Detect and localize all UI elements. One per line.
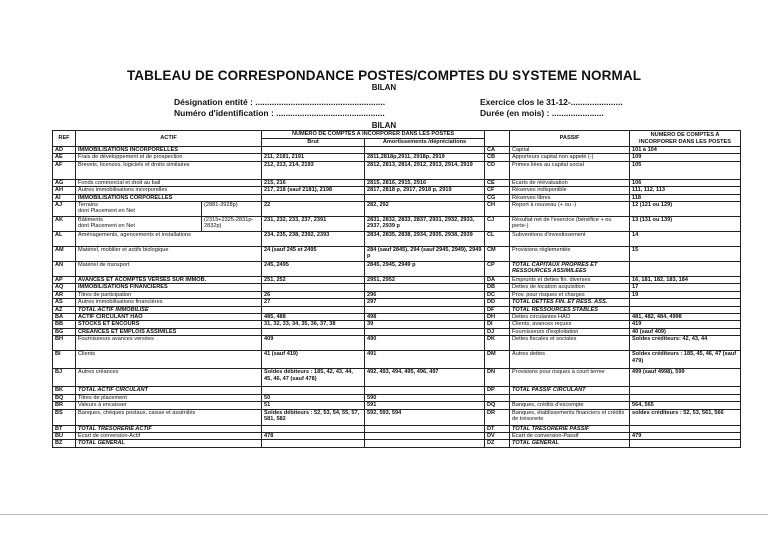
row-passif-ref: DH [485,314,510,321]
row-passif-numbers: 13 (131 ou 139) [630,217,741,232]
header-amort: Amortissements /dépréciations [365,139,485,147]
row-passif-label: Emprunts et dettes fin. diverses [510,277,630,284]
table-row [53,284,741,291]
row-actif-label: CREANCES ET EMPLOIS ASSIMILES [76,328,262,335]
row-passif-ref: DM [485,351,510,369]
row-passif-ref: CD [485,161,510,179]
row-amort: 2815, 2816, 2915, 2916 [365,179,485,186]
row-passif-label: TOTAL CAPITAUX PROPRES ET RESSOURCES ASSIMILEES [510,262,630,277]
row-actif-label: TOTAL GENERAL [76,440,262,447]
row-passif-label: Clients, avances reçues [510,321,630,328]
row-ref: BH [53,336,76,351]
row-passif-label: TOTAL RESSOURCES STABLES [510,306,630,313]
row-ref: AF [53,161,76,179]
row-passif-numbers [630,394,741,401]
row-passif-label: Prov. pour risques et charges [510,291,630,298]
row-passif-numbers: 101 à 104 [630,147,741,154]
row-actif-label: Autres immobilisations incorporelles [76,187,262,194]
row-amort: 296 [365,291,485,298]
row-passif-label: Provisions réglementée [510,247,630,262]
row-brut: 245, 2495 [262,262,365,277]
row-amort: 39 [365,321,485,328]
row-passif-ref: DF [485,306,510,313]
row-passif-numbers [630,425,741,432]
row-brut: 217, 218 (sauf 2181), 2198 [262,187,365,194]
row-passif-label: Dettes de location acquisition [510,284,630,291]
table-row [53,369,741,387]
row-amort [365,306,485,313]
row-passif-ref: DV [485,432,510,439]
row-actif-label: Brevets, licences, logiciels et droits similaires [76,161,262,179]
row-brut: Soldes débiteurs : 52, 53, 54, 55, 57, 581, 582 [262,409,365,425]
row-passif-ref: CH [485,202,510,217]
row-passif-numbers: 109 [630,154,741,161]
row-passif-label: Autres dettes [510,351,630,369]
row-ref: AJ [53,202,76,217]
table-row [53,217,741,232]
row-ref: BT [53,425,76,432]
table-row [53,291,741,298]
row-brut [262,194,365,201]
table-row [53,306,741,313]
row-passif-label: Résultat net de l'exercice (bénéfice + ou perte-) [510,217,630,232]
row-ref: AL [53,232,76,247]
row-passif-numbers [630,306,741,313]
row-brut: 41 (sauf 419) [262,351,365,369]
row-actif-sub: (2315+2325-2831p-2832p) [202,217,262,232]
page-bottom-divider [0,514,768,515]
row-ref: AZ [53,306,76,313]
row-amort: 498 [365,314,485,321]
row-amort [365,387,485,394]
row-actif-sub: (2881-3928p) [202,202,262,217]
row-passif-ref: CL [485,232,510,247]
document-subtitle: BILAN [371,83,397,92]
table-row [53,432,741,439]
row-passif-ref: CP [485,262,510,277]
row-brut: 211, 2181, 2191 [262,154,365,161]
row-passif-label: TOTAL PASSIF CIRCULANT [510,387,630,394]
row-brut: 26 [262,291,365,298]
row-amort [365,440,485,447]
row-amort: 297 [365,299,485,306]
row-passif-label: Report à nouveau (+ ou -) [510,202,630,217]
row-brut [262,284,365,291]
row-passif-ref: DK [485,336,510,351]
row-passif-label: Fournisseurs d'exploitation [510,328,630,335]
row-passif-numbers: 12 (121 ou 129) [630,202,741,217]
table-row [53,247,741,262]
row-passif-numbers [630,299,741,306]
row-passif-numbers: 17 [630,284,741,291]
row-brut: 234, 235, 238, 2392, 2393 [262,232,365,247]
row-passif-numbers: 419 [630,321,741,328]
row-brut: 251, 252 [262,277,365,284]
row-passif-ref: DR [485,409,510,425]
row-actif-label: Titres de placement [76,394,262,401]
row-passif-numbers: 479 [630,432,741,439]
row-brut [262,328,365,335]
row-passif-label: Dettes fiscales et sociales [510,336,630,351]
header-ref: REF [53,131,76,147]
row-amort: 2951, 2952 [365,277,485,284]
row-actif-label: Matériel, mobilier et actifs biologique [76,247,262,262]
table-row [53,314,741,321]
row-actif-label: Clients [76,351,262,369]
row-amort: 492, 493, 494, 495, 496, 497 [365,369,485,387]
row-ref: BJ [53,369,76,387]
table-row [53,154,741,161]
row-brut: 215, 216 [262,179,365,186]
row-passif-ref: CB [485,154,510,161]
table-row [53,277,741,284]
row-passif-label: Réserves indisponible [510,187,630,194]
row-actif-label: Autres immobilisations financières [76,299,262,306]
row-ref: AP [53,277,76,284]
row-actif-label: ACTIF CIRCULANT HAO [76,314,262,321]
row-ref: BZ [53,440,76,447]
row-actif-label: AVANCES ET ACOMPTES VERSES SUR IMMOB. [76,277,262,284]
row-ref: AM [53,247,76,262]
row-passif-label: Subventions d'investissement [510,232,630,247]
row-passif-numbers [630,387,741,394]
row-brut: 31, 32, 33, 34, 35, 36, 37, 38 [262,321,365,328]
table-row [53,232,741,247]
table-row [53,187,741,194]
row-passif-numbers: 106 [630,179,741,186]
row-passif-numbers: 15 [630,247,741,262]
row-actif-label: TOTAL ACTIF IMMOBILISE [76,306,262,313]
row-amort: 591 [365,402,485,409]
row-passif-numbers: 564, 565 [630,402,741,409]
row-passif-label: TOTAL TRESORERIE PASSIF [510,425,630,432]
row-actif-label: Fonds commercial et droit au bail [76,179,262,186]
row-passif-numbers: 499 (sauf 4998), 599 [630,369,741,387]
row-passif-ref: CE [485,179,510,186]
row-passif-ref: DC [485,291,510,298]
row-ref: BS [53,409,76,425]
table-row [53,179,741,186]
table-row [53,409,741,425]
row-passif-ref: DA [485,277,510,284]
row-passif-numbers: Soldes créditeurs : 185, 45, 46, 47 (sauf 479) [630,351,741,369]
row-ref: BR [53,402,76,409]
row-ref: AG [53,179,76,186]
row-passif-ref: DD [485,299,510,306]
table-body [53,147,741,448]
row-ref: AD [53,147,76,154]
header-passif: PASSIF [510,131,630,147]
row-brut: 27 [262,299,365,306]
row-passif-label: Réserves libres [510,194,630,201]
row-brut: 51 [262,402,365,409]
row-passif-ref: DI [485,321,510,328]
row-actif-label: Matériel de transport [76,262,262,277]
row-passif-ref: CM [485,247,510,262]
row-amort: 2817, 2818 p, 2917, 2918 p, 2919 [365,187,485,194]
row-amort [365,328,485,335]
row-ref: BA [53,314,76,321]
header-brut: Brut [262,139,365,147]
row-passif-ref: DP [485,387,510,394]
table-row [53,336,741,351]
header-passif-ref [485,131,510,147]
row-passif-ref: CF [485,187,510,194]
row-ref: BK [53,387,76,394]
exercise-field: Exercice clos le 31-12-...................... [480,97,623,107]
row-ref: AQ [53,284,76,291]
row-amort: 2845, 2945, 2949 p [365,262,485,277]
table-row [53,147,741,154]
row-passif-numbers: 481, 482, 484, 4998 [630,314,741,321]
table-row [53,262,741,277]
row-passif-ref: DN [485,369,510,387]
row-passif-label [510,394,630,401]
row-passif-numbers: 105 [630,161,741,179]
table-row [53,202,741,217]
row-amort: 491 [365,351,485,369]
row-passif-ref [485,394,510,401]
row-brut [262,387,365,394]
table-row [53,387,741,394]
row-amort: 284 (sauf 2845), 294 (sauf 2945, 2949), 2949 p [365,247,485,262]
table-row [53,161,741,179]
table-row [53,394,741,401]
row-brut [262,147,365,154]
row-brut: 50 [262,394,365,401]
row-amort [365,284,485,291]
header-passif-numbers: NUMERO DE COMPTES A INCORPORER DANS LES POSTES [630,131,741,147]
row-passif-label: Ecarts de réévaluation [510,179,630,186]
row-actif-label: Bâtiments dont Placement en Net [76,217,202,232]
row-ref: AK [53,217,76,232]
row-passif-numbers [630,262,741,277]
row-passif-label: Primes liées au capital social [510,161,630,179]
row-ref: BU [53,432,76,439]
row-actif-label: Valeurs à encaisser [76,402,262,409]
row-passif-ref: CG [485,194,510,201]
row-actif-label: IMMOBILISATIONS INCORPORELLES [76,147,262,154]
correspondence-table [52,130,741,448]
row-passif-numbers: 118 [630,194,741,201]
row-passif-numbers: 40 (sauf 409) [630,328,741,335]
row-actif-label: TOTAL ACTIF CIRCULANT [76,387,262,394]
row-actif-label: TOTAL TRESORERIE ACTIF [76,425,262,432]
duration-field: Durée (en mois) : ...................... [480,108,604,118]
row-brut: 22 [262,202,365,217]
row-passif-ref: CA [485,147,510,154]
row-passif-label: Provisions pour risques à court terme [510,369,630,387]
row-actif-label: Terrains dont Placement en Net [76,202,202,217]
row-passif-numbers: 14 [630,232,741,247]
identification-field: Numéro d'identification : .............................................. [174,108,385,118]
row-passif-label: Dettes circulantes HAO [510,314,630,321]
row-actif-label: Aménagements, agencements et installations [76,232,262,247]
row-brut: 212, 213, 214, 2193 [262,161,365,179]
row-brut: 231, 232, 233, 237, 2391 [262,217,365,232]
row-actif-label: Banques, chèques postaux, caisse et assimilés [76,409,262,425]
row-passif-numbers: soldes créditeurs : 52, 53, 561, 566 [630,409,741,425]
row-passif-label: Capital [510,147,630,154]
row-amort [365,432,485,439]
row-amort: 490 [365,336,485,351]
row-amort [365,425,485,432]
row-amort: 2831, 2832, 2833, 2837, 2931, 2932, 2933, 2937, 2939 p [365,217,485,232]
row-ref: AE [53,154,76,161]
row-amort: 2811,2818p,2911, 2918p, 2919 [365,154,485,161]
row-amort [365,147,485,154]
row-amort [365,194,485,201]
row-brut: 478 [262,432,365,439]
row-ref: BI [53,351,76,369]
row-actif-label: Ecart de conversion-Actif [76,432,262,439]
table-row [53,321,741,328]
table-row [53,299,741,306]
row-ref: AN [53,262,76,277]
row-passif-label: TOTAL DETTES FIN. ET RESS. ASS. [510,299,630,306]
row-passif-numbers: 16, 181, 182, 183, 184 [630,277,741,284]
table-row [53,328,741,335]
row-brut: 24 (sauf 245 et 2495 [262,247,365,262]
row-passif-ref: CJ [485,217,510,232]
header-numbers-group: NUMERO DE COMPTES A INCORPORER DANS LES POSTES [262,131,485,139]
row-actif-label: IMMOBILISATIONS CORPORELLES [76,194,262,201]
row-amort: 282, 292 [365,202,485,217]
row-amort: 592, 593, 594 [365,409,485,425]
row-ref: AS [53,299,76,306]
row-passif-label: Banques, crédits d'escompte [510,402,630,409]
row-amort: 590 [365,394,485,401]
row-passif-ref: DQ [485,402,510,409]
row-passif-ref: DZ [485,440,510,447]
table-row [53,402,741,409]
row-brut: Soldes débiteurs : 185, 42, 43, 44, 45, 46, 47 (sauf 478) [262,369,365,387]
document-title: TABLEAU DE CORRESPONDANCE POSTES/COMPTES DU SYSTEME NORMAL [126,68,642,83]
row-passif-ref: DJ [485,328,510,335]
row-passif-ref: DT [485,425,510,432]
row-amort: 2834, 2835, 2838, 2934, 2935, 2938, 2939 [365,232,485,247]
row-passif-label: Apporteurs capital non appelé (-) [510,154,630,161]
entity-field: Désignation entité : ....................................................... [174,97,386,107]
row-ref: AR [53,291,76,298]
row-actif-label: IMMOBILISATIONS FINANCIERES [76,284,262,291]
row-actif-label: Frais de développement et de prospection [76,154,262,161]
row-ref: AH [53,187,76,194]
table-row [53,351,741,369]
row-actif-label: STOCKS ET ENCOURS [76,321,262,328]
table-caption: BILAN [371,121,397,130]
row-passif-label: Banques, établissements financiers et crédits de trésorerie [510,409,630,425]
row-passif-numbers [630,440,741,447]
row-actif-label: Fournisseurs avances versées [76,336,262,351]
row-brut [262,306,365,313]
row-passif-ref: DB [485,284,510,291]
row-passif-label: Ecart de conversion-Passif [510,432,630,439]
row-passif-label: TOTAL GENERAL [510,440,630,447]
table-row [53,440,741,447]
row-ref: BQ [53,394,76,401]
row-brut [262,440,365,447]
row-brut: 409 [262,336,365,351]
row-actif-label: Autres créances [76,369,262,387]
row-ref: BB [53,321,76,328]
row-ref: AI [53,194,76,201]
header-actif: ACTIF [76,131,262,147]
row-actif-label: Titres de participation [76,291,262,298]
row-passif-numbers: 19 [630,291,741,298]
row-passif-numbers: 111, 112, 113 [630,187,741,194]
row-brut: 485, 488 [262,314,365,321]
table-row [53,425,741,432]
table-row [53,194,741,201]
row-ref: BG [53,328,76,335]
row-amort: 2812, 2813, 2814, 2912, 2913, 2914, 2919 [365,161,485,179]
row-brut [262,425,365,432]
row-passif-numbers: Soldes créditeurs: 42, 43, 44 [630,336,741,351]
